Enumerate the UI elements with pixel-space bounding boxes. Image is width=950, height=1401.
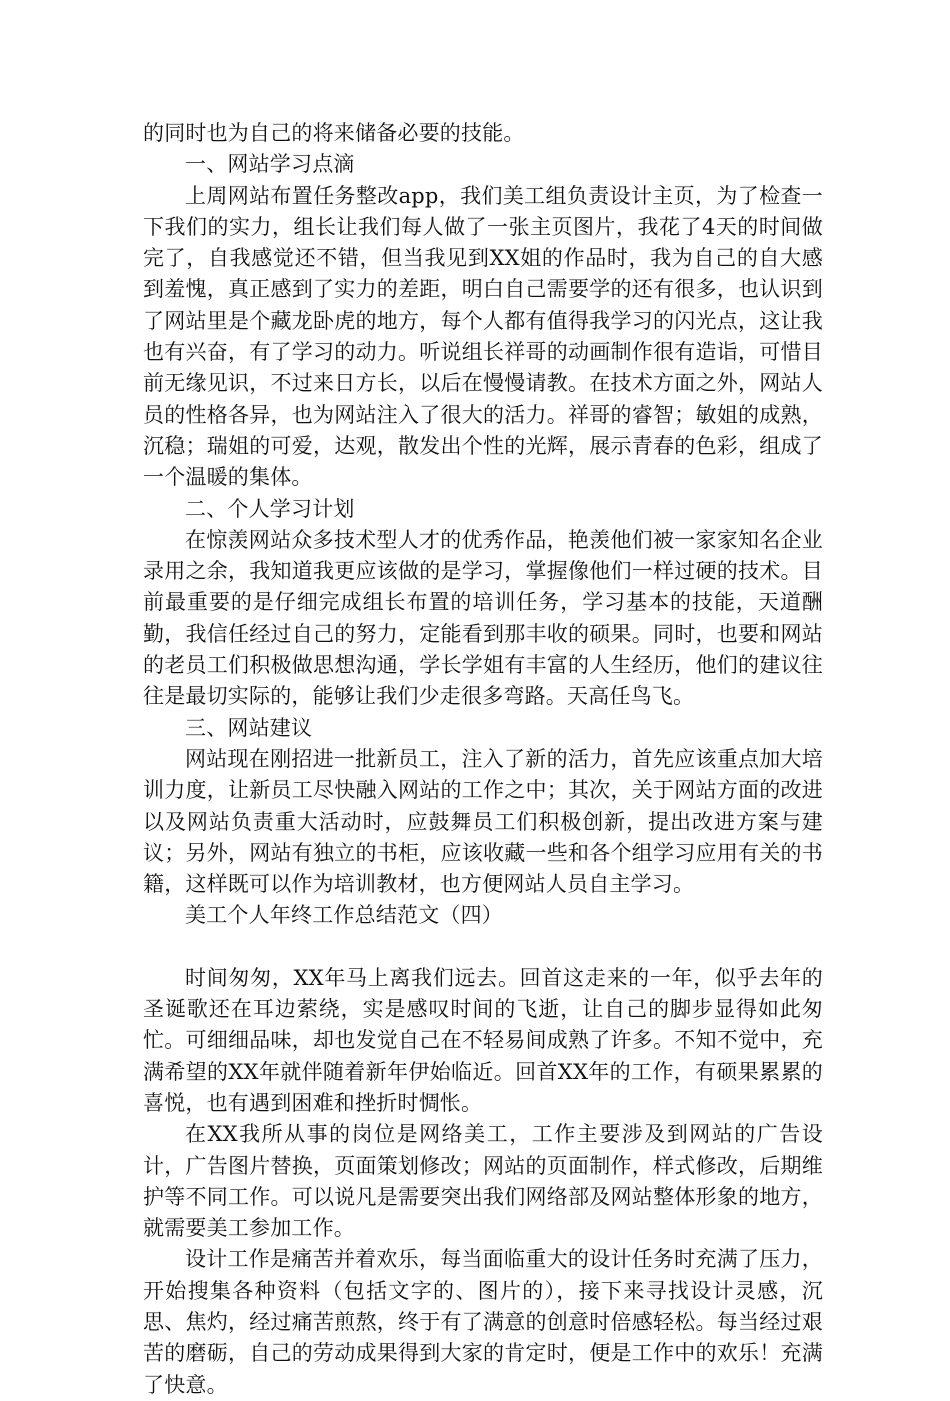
section-heading-personal-plan: 二、个人学习计划 [185, 496, 355, 521]
paragraph-website-learning: 上周网站布置任务整改app，我们美工组负责设计主页，为了检查一下我们的实力，组长让我们每人做了一张主页图片，我花了4天的时间做完了，自我感觉还不错，但当我见到XX姐的作品时，我为自己的自大感到羞愧，真正感到了实力的差距，明白自己需要学的还有很多，也认识到了网站里是个藏龙卧虎的地方，每个人都有值得我学习的闪光点，这让我也有兴奋，有了学习的动力。听说组长祥哥的动画制作很有造诣，可惜目前无缘见识，不过来日方长，以后在慢慢请教。在技术方面之外，网站人员的性格各异，也为网站注入了很大的活力。祥哥的睿智；敏姐的成熟，沉稳；瑞姐的可爱，达观，散发出个性的光辉，展示青春的色彩，组成了一个温暖的集体。 [143, 183, 823, 490]
paragraph-job-role: 在XX我所从事的岗位是网络美工，工作主要涉及到网站的广告设计，广告图片替换，页面策划修改；网站的页面制作，样式修改，后期维护等不同工作。可以说凡是需要突出我们网络部及网站整体形象的地方，就需要美工参加工作。 [143, 1122, 823, 1241]
paragraph-year-review: 时间匆匆，XX年马上离我们远去。回首这走来的一年，似乎去年的圣诞歌还在耳边萦绕，实是感叹时间的飞逝，让自己的脚步显得如此匆忙。可细细品味，却也发觉自己在不轻易间成熟了许多。不知不觉中，充满希望的XX年就伴随着新年伊始临近。回首XX年的工作，有硕果累累的喜悦，也有遇到困难和挫折时惆怅。 [143, 965, 823, 1115]
blank-line [143, 932, 823, 963]
section-heading-website-suggestions: 三、网站建议 [185, 715, 313, 740]
article-title-part-four: 美工个人年终工作总结范文（四） [185, 903, 503, 928]
paragraph-continuation: 的同时也为自己的将来储备必要的技能。 [143, 121, 525, 145]
paragraph-website-suggestions: 网站现在刚招进一批新员工，注入了新的活力，首先应该重点加大培训力度，让新员工尽快融入网站的工作之中；其次，关于网站方面的改进以及网站负责重大活动时，应鼓舞员工们积极创新，提出改进方案与建议；另外，网站有独立的书柜，应该收藏一些和各个组学习应用有关的书籍，这样既可以作为培训教材，也方便网站人员自主学习。 [143, 746, 823, 897]
paragraph-design-work: 设计工作是痛苦并着欢乐，每当面临重大的设计任务时充满了压力，开始搜集各种资料（包括文字的、图片的），接下来寻找设计灵感，沉思、焦灼，经过痛苦煎熬，终于有了满意的创意时倍感轻松。每当经过艰苦的磨砺，自己的劳动成果得到大家的肯定时，便是工作中的欢乐！充满了快意。 [143, 1247, 823, 1397]
paragraph-personal-plan: 在惊羡网站众多技术型人才的优秀作品，艳羡他们被一家家知名企业录用之余，我知道我更应该做的是学习，掌握像他们一样过硬的技术。目前最重要的是仔细完成组长布置的培训任务，学习基本的技能，天道酬勤，我信任经过自己的努力，定能看到那丰收的硕果。同时，也要和网站的老员工们积极做思想沟通，学长学姐有丰富的人生经历，他们的建议往往是最切实际的，能够让我们少走很多弯路。天高任鸟飞。 [143, 527, 823, 709]
section-heading-website-learning: 一、网站学习点滴 [185, 152, 355, 177]
document-page [143, 118, 823, 1401]
